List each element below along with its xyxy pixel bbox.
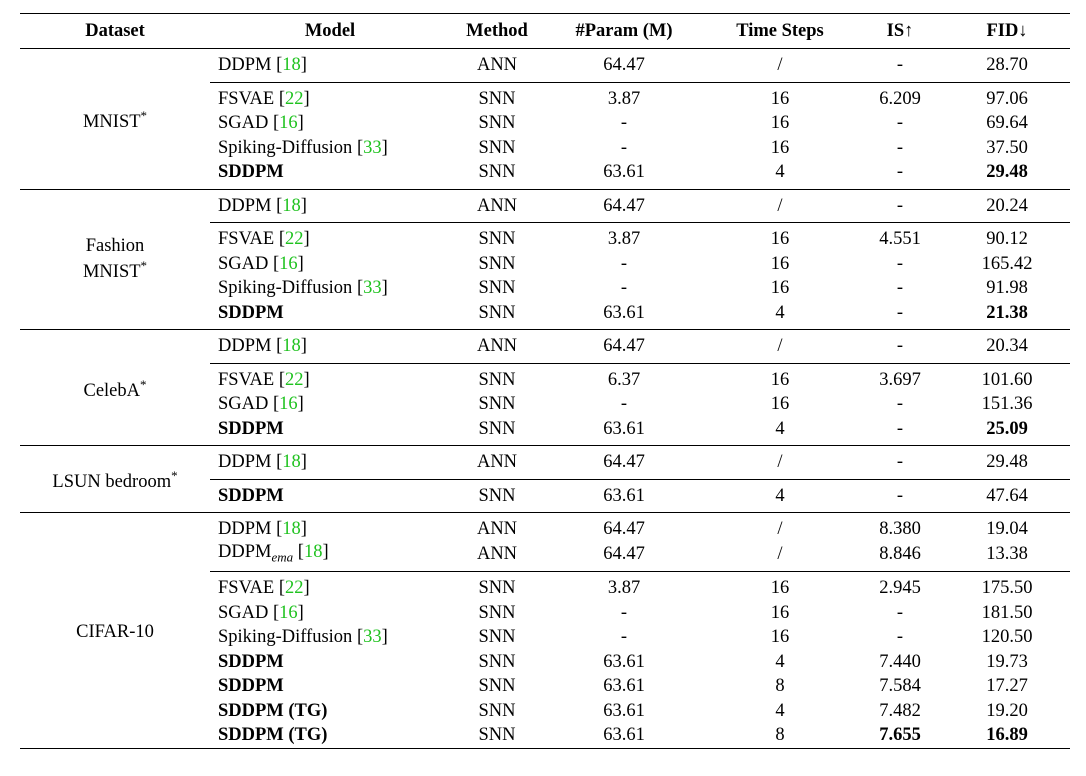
param-cell: 63.61 — [544, 417, 704, 446]
citation-link[interactable]: 33 — [363, 137, 382, 158]
is-cell: - — [856, 446, 944, 480]
is-cell: - — [896, 113, 904, 134]
model-cell: SGAD [16] — [218, 253, 304, 274]
citation-link[interactable]: 18 — [282, 55, 301, 76]
param-cell: 63.61 — [544, 301, 704, 330]
fid-cell: 16.89 — [944, 723, 1070, 748]
param-cell: 63.61 — [603, 651, 645, 672]
param-cell: - — [620, 627, 628, 648]
param-cell: 63.61 — [544, 160, 704, 189]
model-name: Spiking-Diffusion — [218, 278, 353, 299]
dataset-cell — [20, 189, 210, 330]
param-cell: 64.47 — [544, 446, 704, 480]
param-cell: 64.47 — [544, 189, 704, 223]
is-cell: 6.209 — [879, 88, 921, 109]
model-name: SGAD — [218, 394, 269, 415]
model-name: SGAD — [218, 113, 269, 134]
dataset-name-line2: MNIST* — [82, 258, 148, 283]
time-steps-cell: 4 — [704, 479, 856, 513]
header-row — [20, 14, 1070, 49]
fid-cell: 13.38 — [944, 542, 1070, 572]
header-time-steps: Time Steps — [736, 20, 824, 41]
time-steps-cell: 16 — [770, 113, 790, 134]
dataset-name: LSUN bedroom* — [52, 467, 178, 493]
method-cell: SNN — [478, 651, 516, 672]
model-cell: DDPM [18] — [210, 330, 450, 364]
method-cell: SNN — [450, 723, 544, 748]
method-cell: SNN — [450, 160, 544, 189]
is-cell: - — [856, 479, 944, 513]
is-cell: - — [856, 160, 944, 189]
model-cell: Spiking-Diffusion [33] — [218, 137, 388, 158]
fid-cell: 21.38 — [944, 301, 1070, 330]
fid-cell: 120.50 — [981, 627, 1033, 648]
method-cell: SNN — [450, 301, 544, 330]
model-cell: DDPM [18] — [218, 519, 307, 540]
model-subscript: ema — [271, 549, 294, 565]
param-cell: 63.61 — [544, 723, 704, 748]
asterisk-mark: * — [140, 258, 148, 274]
table-row — [20, 513, 1070, 542]
param-cell: 63.61 — [603, 676, 645, 697]
is-cell: 4.551 — [879, 229, 921, 250]
param-cell: - — [620, 137, 628, 158]
model-cell: SDDPM — [210, 479, 450, 513]
model-name: DDPM — [218, 452, 272, 473]
dataset-cell — [20, 330, 210, 446]
fid-cell: 17.27 — [986, 676, 1028, 697]
model-cell: SGAD [16] — [218, 602, 304, 623]
param-cell: 64.47 — [603, 519, 645, 540]
fid-cell: 37.50 — [986, 137, 1028, 158]
model-cell: SDDPM — [218, 676, 284, 697]
asterisk-mark: * — [140, 107, 148, 123]
is-cell: 2.945 — [879, 578, 921, 599]
asterisk-mark: * — [171, 467, 178, 483]
citation-link[interactable]: 22 — [285, 369, 304, 390]
model-name: DDPM — [218, 336, 272, 357]
method-cell: SNN — [478, 88, 516, 109]
time-steps-cell: 4 — [704, 301, 856, 330]
model-cell: FSVAE [22] — [218, 369, 310, 390]
method-cell: SNN — [478, 627, 516, 648]
fid-cell: 97.06 — [986, 88, 1028, 109]
model-name: FSVAE — [218, 578, 275, 599]
fid-cell: 19.73 — [986, 651, 1028, 672]
is-cell: - — [896, 394, 904, 415]
is-cell: - — [896, 627, 904, 648]
method-cell: SNN — [478, 137, 516, 158]
fid-cell: 19.20 — [986, 700, 1028, 721]
param-cell: - — [620, 394, 628, 415]
dataset-cell — [20, 446, 210, 513]
is-cell: 7.440 — [879, 651, 921, 672]
dataset-name-line1: Fashion — [85, 236, 145, 257]
time-steps-cell: 16 — [770, 394, 790, 415]
model-name: Spiking-Diffusion — [218, 137, 353, 158]
fid-cell: 29.48 — [944, 446, 1070, 480]
time-steps-cell: / — [704, 189, 856, 223]
method-cell: ANN — [450, 542, 544, 572]
citation-link[interactable]: 18 — [282, 336, 301, 357]
dataset-name: MNIST* — [82, 107, 148, 132]
model-cell: DDPM [18] — [210, 446, 450, 480]
time-steps-cell: 16 — [770, 602, 790, 623]
table-row — [20, 330, 1070, 364]
time-steps-cell: 16 — [770, 229, 790, 250]
method-cell: ANN — [476, 519, 518, 540]
fid-cell: 175.50 — [981, 578, 1033, 599]
citation-link[interactable]: 18 — [282, 195, 301, 216]
table-row — [20, 446, 1070, 480]
model-name: FSVAE — [218, 88, 275, 109]
citation-link[interactable]: 22 — [285, 88, 304, 109]
citation-link[interactable]: 18 — [282, 519, 301, 540]
fid-cell: 47.64 — [944, 479, 1070, 513]
time-steps-cell: 16 — [770, 578, 790, 599]
time-steps-cell: 4 — [704, 160, 856, 189]
param-cell: 64.47 — [544, 542, 704, 572]
results-table — [20, 13, 1070, 749]
dataset-cell — [20, 49, 210, 190]
model-name: DDPM — [218, 55, 272, 76]
fid-cell: 91.98 — [986, 278, 1028, 299]
param-cell: 3.87 — [607, 578, 641, 599]
asterisk-mark: * — [140, 376, 147, 392]
param-cell: 64.47 — [544, 49, 704, 83]
citation-link[interactable]: 16 — [279, 602, 298, 623]
header-dataset: Dataset — [85, 20, 145, 41]
model-cell: SDDPM (TG) — [218, 700, 328, 721]
model-cell: SDDPM — [210, 417, 450, 446]
is-cell: - — [896, 137, 904, 158]
model-cell: SGAD [16] — [218, 394, 304, 415]
method-cell: SNN — [478, 253, 516, 274]
dataset-cell — [20, 513, 210, 749]
time-steps-cell: 16 — [770, 88, 790, 109]
fid-cell: 20.34 — [944, 330, 1070, 364]
header-method: Method — [466, 20, 528, 41]
method-cell: ANN — [450, 189, 544, 223]
model-cell: SDDPM — [218, 651, 284, 672]
param-cell: - — [620, 602, 628, 623]
model-cell: SDDPM — [210, 160, 450, 189]
model-name: Spiking-Diffusion — [218, 627, 353, 648]
is-cell: - — [896, 278, 904, 299]
model-name: FSVAE — [218, 369, 275, 390]
model-name: SGAD — [218, 602, 269, 623]
model-cell: Spiking-Diffusion [33] — [218, 627, 388, 648]
fid-cell: 28.70 — [944, 49, 1070, 83]
fid-cell: 151.36 — [981, 394, 1033, 415]
fid-cell: 20.24 — [944, 189, 1070, 223]
fid-cell: 25.09 — [944, 417, 1070, 446]
dataset-name: CelebA* — [83, 376, 147, 401]
fid-cell: 69.64 — [986, 113, 1028, 134]
is-cell: 8.380 — [879, 519, 921, 540]
param-cell: 63.61 — [544, 479, 704, 513]
is-cell: - — [856, 189, 944, 223]
citation-link[interactable]: 33 — [363, 278, 382, 299]
param-cell: - — [620, 278, 628, 299]
is-cell: - — [856, 49, 944, 83]
citation-link[interactable]: 16 — [279, 113, 298, 134]
method-cell: SNN — [478, 278, 516, 299]
citation-link[interactable]: 18 — [303, 541, 323, 562]
time-steps-cell: / — [704, 330, 856, 364]
param-cell: - — [620, 113, 628, 134]
method-cell: SNN — [478, 676, 516, 697]
method-cell: SNN — [450, 479, 544, 513]
citation-link[interactable]: 16 — [279, 253, 298, 274]
method-cell: SNN — [478, 229, 516, 250]
time-steps-cell: / — [704, 542, 856, 572]
is-cell: - — [856, 417, 944, 446]
model-cell: DDPM [18] — [210, 189, 450, 223]
fid-cell: 19.04 — [986, 519, 1028, 540]
header-param: #Param (M) — [575, 20, 673, 41]
param-cell: - — [620, 253, 628, 274]
method-cell: SNN — [478, 700, 516, 721]
citation-link[interactable]: 16 — [279, 394, 298, 415]
is-cell: 7.584 — [879, 676, 921, 697]
model-cell: FSVAE [22] — [218, 88, 310, 109]
table-row — [20, 189, 1070, 223]
fid-cell: 101.60 — [981, 369, 1033, 390]
is-cell: - — [896, 253, 904, 274]
time-steps-cell: 8 — [704, 723, 856, 748]
citation-link[interactable]: 33 — [363, 627, 382, 648]
model-cell: SDDPM (TG) — [210, 723, 450, 748]
time-steps-cell: / — [704, 446, 856, 480]
table-row — [20, 49, 1070, 83]
time-steps-cell: 4 — [775, 651, 785, 672]
param-cell: 3.87 — [607, 88, 641, 109]
is-cell: - — [856, 301, 944, 330]
time-steps-cell: 16 — [770, 253, 790, 274]
method-cell: ANN — [450, 330, 544, 364]
is-cell: 3.697 — [879, 369, 921, 390]
time-steps-cell: 4 — [704, 417, 856, 446]
model-name: DDPM — [218, 541, 272, 562]
header-model: Model — [304, 20, 356, 41]
time-steps-cell: / — [777, 519, 783, 540]
model-cell: FSVAE [22] — [218, 578, 310, 599]
citation-link[interactable]: 22 — [285, 578, 304, 599]
is-cell: - — [856, 330, 944, 364]
header-is: IS↑ — [886, 20, 914, 41]
model-cell: FSVAE [22] — [218, 229, 310, 250]
results-table-container — [20, 13, 1070, 749]
fid-cell: 181.50 — [981, 602, 1033, 623]
time-steps-cell: / — [704, 49, 856, 83]
time-steps-cell: 8 — [775, 676, 785, 697]
is-cell: - — [896, 602, 904, 623]
method-cell: ANN — [450, 49, 544, 83]
time-steps-cell: 16 — [770, 278, 790, 299]
model-name: SGAD — [218, 253, 269, 274]
method-cell: SNN — [478, 602, 516, 623]
model-cell: $DDPM_{ema}$ [18] — [210, 542, 450, 572]
model-name: DDPM — [218, 195, 272, 216]
model-cell: DDPM [18] — [210, 49, 450, 83]
fid-cell: 165.42 — [981, 253, 1033, 274]
model-cell: SGAD [16] — [218, 113, 304, 134]
param-cell: 3.87 — [607, 229, 641, 250]
is-cell: 7.655 — [856, 723, 944, 748]
citation-link[interactable]: 22 — [285, 229, 304, 250]
model-cell: Spiking-Diffusion [33] — [218, 278, 388, 299]
method-cell: SNN — [478, 394, 516, 415]
method-cell: SNN — [478, 578, 516, 599]
is-cell: 8.846 — [856, 542, 944, 572]
model-cell: SDDPM — [210, 301, 450, 330]
time-steps-cell: 16 — [770, 369, 790, 390]
citation-link[interactable]: 18 — [282, 452, 301, 473]
time-steps-cell: 16 — [770, 627, 790, 648]
fid-cell: 29.48 — [944, 160, 1070, 189]
param-cell: 63.61 — [603, 700, 645, 721]
method-cell: SNN — [478, 369, 516, 390]
fid-cell: 90.12 — [986, 229, 1028, 250]
method-cell: SNN — [450, 417, 544, 446]
method-cell: ANN — [450, 446, 544, 480]
is-cell: 7.482 — [879, 700, 921, 721]
time-steps-cell: 16 — [770, 137, 790, 158]
model-name: FSVAE — [218, 229, 275, 250]
dataset-name: CIFAR-10 — [76, 622, 154, 643]
method-cell: SNN — [478, 113, 516, 134]
param-cell: 6.37 — [607, 369, 641, 390]
model-name: DDPM — [218, 519, 272, 540]
param-cell: 64.47 — [544, 330, 704, 364]
time-steps-cell: 4 — [775, 700, 785, 721]
header-fid: FID↓ — [986, 20, 1028, 41]
